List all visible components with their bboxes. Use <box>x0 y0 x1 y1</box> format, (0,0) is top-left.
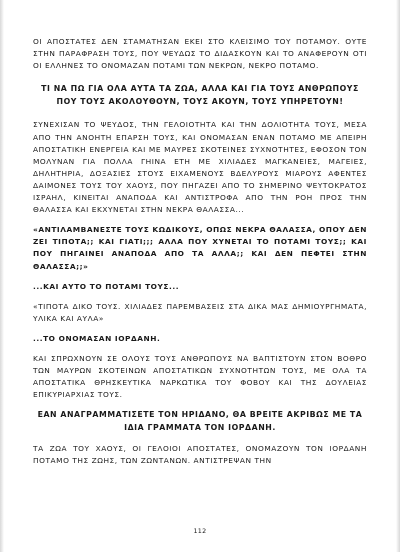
heading-animals: ΤΙ ΝΑ ΠΩ ΓΙΑ ΟΛΑ ΑΥΤΑ ΤΑ ΖΩΑ, ΑΛΛΑ ΚΑΙ ΓΙΑ ΤΟΥΣ ΑΝΘΡΩΠΟΥΣ ΠΟΥ ΤΟΥΣ ΑΚΟΛΟΥΘΟΥΝ, ΤΟΥΣ ΑΚΟΥΝ, ΤΟΥΣ ΥΠΗΡΕΤΟΥΝ! <box>41 84 359 106</box>
paragraph-baptism: ΚΑΙ ΣΠΡΩΧΝΟΥΝ ΣΕ ΟΛΟΥΣ ΤΟΥΣ ΑΝΘΡΩΠΟΥΣ ΝΑ ΒΑΠΤΙΣΤΟΥΝ ΣΤΟΝ ΒΟΘΡΟ ΤΩΝ ΜΑΥΡΩΝ ΣΚΟΤΕΙΝΩΝ ΑΠΟΣΤΑΤΙΚΩΝ ΣΥΧΝΟΤΗΤΩΝ ΤΟΥΣ, ΜΕ ΟΛΑ ΤΑ ΑΠΟΣΤΑΤΙΚΑ ΘΡΗΣΚΕΥΤΙΚΑ ΝΑΡΚΩΤΙΚΑ ΤΟΥ ΦΟΒΟΥ ΚΑΙ ΤΗΣ ΔΟΥΛΕΙΑΣ ΕΠΙΚΥΡΙΑΡΧΙΑΣ ΤΟΥΣ. <box>33 353 367 400</box>
paragraph-rivers-closing: ΟΙ ΑΠΟΣΤΑΤΕΣ ΔΕΝ ΣΤΑΜΑΤΗΣΑΝ ΕΚΕΙ ΣΤΟ ΚΛΕΙΣΙΜΟ ΤΟΥ ΠΟΤΑΜΟΥ. ΟΥΤΕ ΣΤΗΝ ΠΑΡΑΦΡΑΣΗ ΤΟΥΣ, ΠΟΥ ΨΕΥΔΩΣ ΤΟ ΔΙΔΑΣΚΟΥΝ ΚΑΙ ΤΟ ΑΝΑΦΕΡΟΥΝ ΟΤΙ ΟΙ ΕΛΛΗΝΕΣ ΤΟ ΟΝΟΜΑΖΑΝ ΠΟΤΑΜΙ ΤΩΝ ΝΕΚΡΩΝ, ΝΕΚΡΟ ΠΟΤΑΜΟ. <box>33 37 367 71</box>
page-body <box>33 36 367 467</box>
page-shadow-left <box>0 0 4 552</box>
paragraph-falsehood: ΣΥΝΕΧΙΣΑΝ ΤΟ ΨΕΥΔΟΣ, ΤΗΝ ΓΕΛΟΙΟΤΗΤΑ ΚΑΙ ΤΗΝ ΔΟΛΙΟΤΗΤΑ ΤΟΥΣ, ΜΕΣΑ ΑΠΟ ΤΗΝ ΑΝΟΗΤΗ ΕΠΑΡΣΗ ΤΟΥΣ, ΚΑΙ ΟΝΟΜΑΣΑΝ ΕΝΑΝ ΠΟΤΑΜΟ ΜΕ ΑΠΕΙΡΗ ΑΠΟΣΤΑΤΙΚΗ ΕΝΕΡΓΕΙΑ ΚΑΙ ΜΕ ΜΑΥΡΕΣ ΣΚΟΤΕΙΝΕΣ ΣΥΧΝΟΤΗΤΕΣ, ΕΦΟΣΟΝ ΤΟΝ ΜΟΛΥΝΑΝ ΓΙΑ ΠΟΛΛΑ ΓΗΙΝΑ ΕΤΗ ΜΕ ΧΙΛΙΑΔΕΣ ΜΑΓΚΑΝΕΙΕΣ, ΜΑΓΕΙΕΣ, ΔΗΛΗΤΗΡΙΑ, ΔΟΞΑΣΙΕΣ ΣΤΟΥΣ ΕΙΧΑΜΕΝΟΥΣ ΒΔΕΛΥΡΟΥΣ ΜΙΑΡΟΥΣ ΑΦΕΝΤΕΣ ΔΑΙΜΟΝΕΣ ΤΟΥΣ ΤΟΥ ΧΑΟΥΣ, ΠΟΥ ΠΗΓΑΖΕΙ ΑΠΟ ΤΟ ΣΗΜΕΡΙΝΟ ΨΕΥΤΟΚΡΑΤΟΣ ΙΣΡΑΗΛ, ΚΙΝΕΙΤΑΙ ΑΝΑΠΟΔΑ ΚΑΙ ΑΝΤΙΣΤΡΟΦΑ ΑΠΟ ΤΗΝ ΡΟΗ ΠΡΟΣ ΤΗΝ ΘΑΛΑΣΣΑ ΚΑΙ ΕΚΧΥΝΕΤΑΙ ΣΤΗΝ ΝΕΚΡΑ ΘΑΛΑΣΣΑ... <box>33 120 367 215</box>
paragraph-codes-quote: «ΑΝΤΙΛΑΜΒΑΝΕΣΤΕ ΤΟΥΣ ΚΩΔΙΚΟΥΣ, ΟΠΩΣ ΝΕΚΡΑ ΘΑΛΑΣΣΑ, ΟΠΟΥ ΔΕΝ ΖΕΙ ΤΙΠΟΤΑ;; ΚΑΙ ΓΙΑΤΙ;;; ΑΛΛΑ ΠΟΥ ΧΥΝΕΤΑΙ ΤΟ ΠΟΤΑΜΙ ΤΟΥΣ;; ΚΑΙ ΠΟΥ ΠΗΓΑΙΝΕΙ ΑΝΑΠΟΔΑ ΑΠΟ ΤΑ ΑΛΛΑ;; ΚΑΙ ΔΕΝ ΠΕΦΤΕΙ ΣΤΗΝ ΘΑΛΑΣΣΑ;;» <box>33 225 367 271</box>
page-number: 112 <box>193 527 207 535</box>
heading-anagram: ΕΑΝ ΑΝΑΓΡΑΜΜΑΤΙΣΕΤΕ ΤΟΝ ΗΡΙΔΑΝΟ, ΘΑ ΒΡΕΙΤΕ ΑΚΡΙΒΩΣ ΜΕ ΤΑ ΙΔΙΑ ΓΡΑΜΜΑΤΑ ΤΟΝ ΙΟΡΔΑΝΗ. <box>37 410 363 432</box>
paragraph-named-jordan: ...ΤΟ ΟΝΟΜΑΣΑΝ ΙΟΡΔΑΝΗ. <box>33 333 161 343</box>
page-shadow-right <box>396 0 400 552</box>
paragraph-river-of-life: ΤΑ ΖΩΑ ΤΟΥ ΧΑΟΥΣ, ΟΙ ΓΕΛΟΙΟΙ ΑΠΟΣΤΑΤΕΣ, ΟΝΟΜΑΖΟΥΝ ΤΟΝ ΙΟΡΔΑΝΗ ΠΟΤΑΜΟ ΤΗΣ ΖΩΗΣ, ΤΩΝ ΖΩΝΤΑΝΩΝ. ΑΝΤΙΣΤΡΕΨΑΝ ΤΗΝ <box>33 443 367 465</box>
paragraph-nothing-theirs: «ΤΙΠΟΤΑ ΔΙΚΟ ΤΟΥΣ. ΧΙΛΙΑΔΕΣ ΠΑΡΕΜΒΑΣΕΙΣ ΣΤΑ ΔΙΚΑ ΜΑΣ ΔΗΜΙΟΥΡΓΗΜΑΤΑ, ΥΛΙΚΑ ΚΑΙ ΑΥΛΑ» <box>33 301 367 323</box>
paragraph-their-river: ...ΚΑΙ ΑΥΤΟ ΤΟ ΠΟΤΑΜΙ ΤΟΥΣ... <box>33 281 180 291</box>
